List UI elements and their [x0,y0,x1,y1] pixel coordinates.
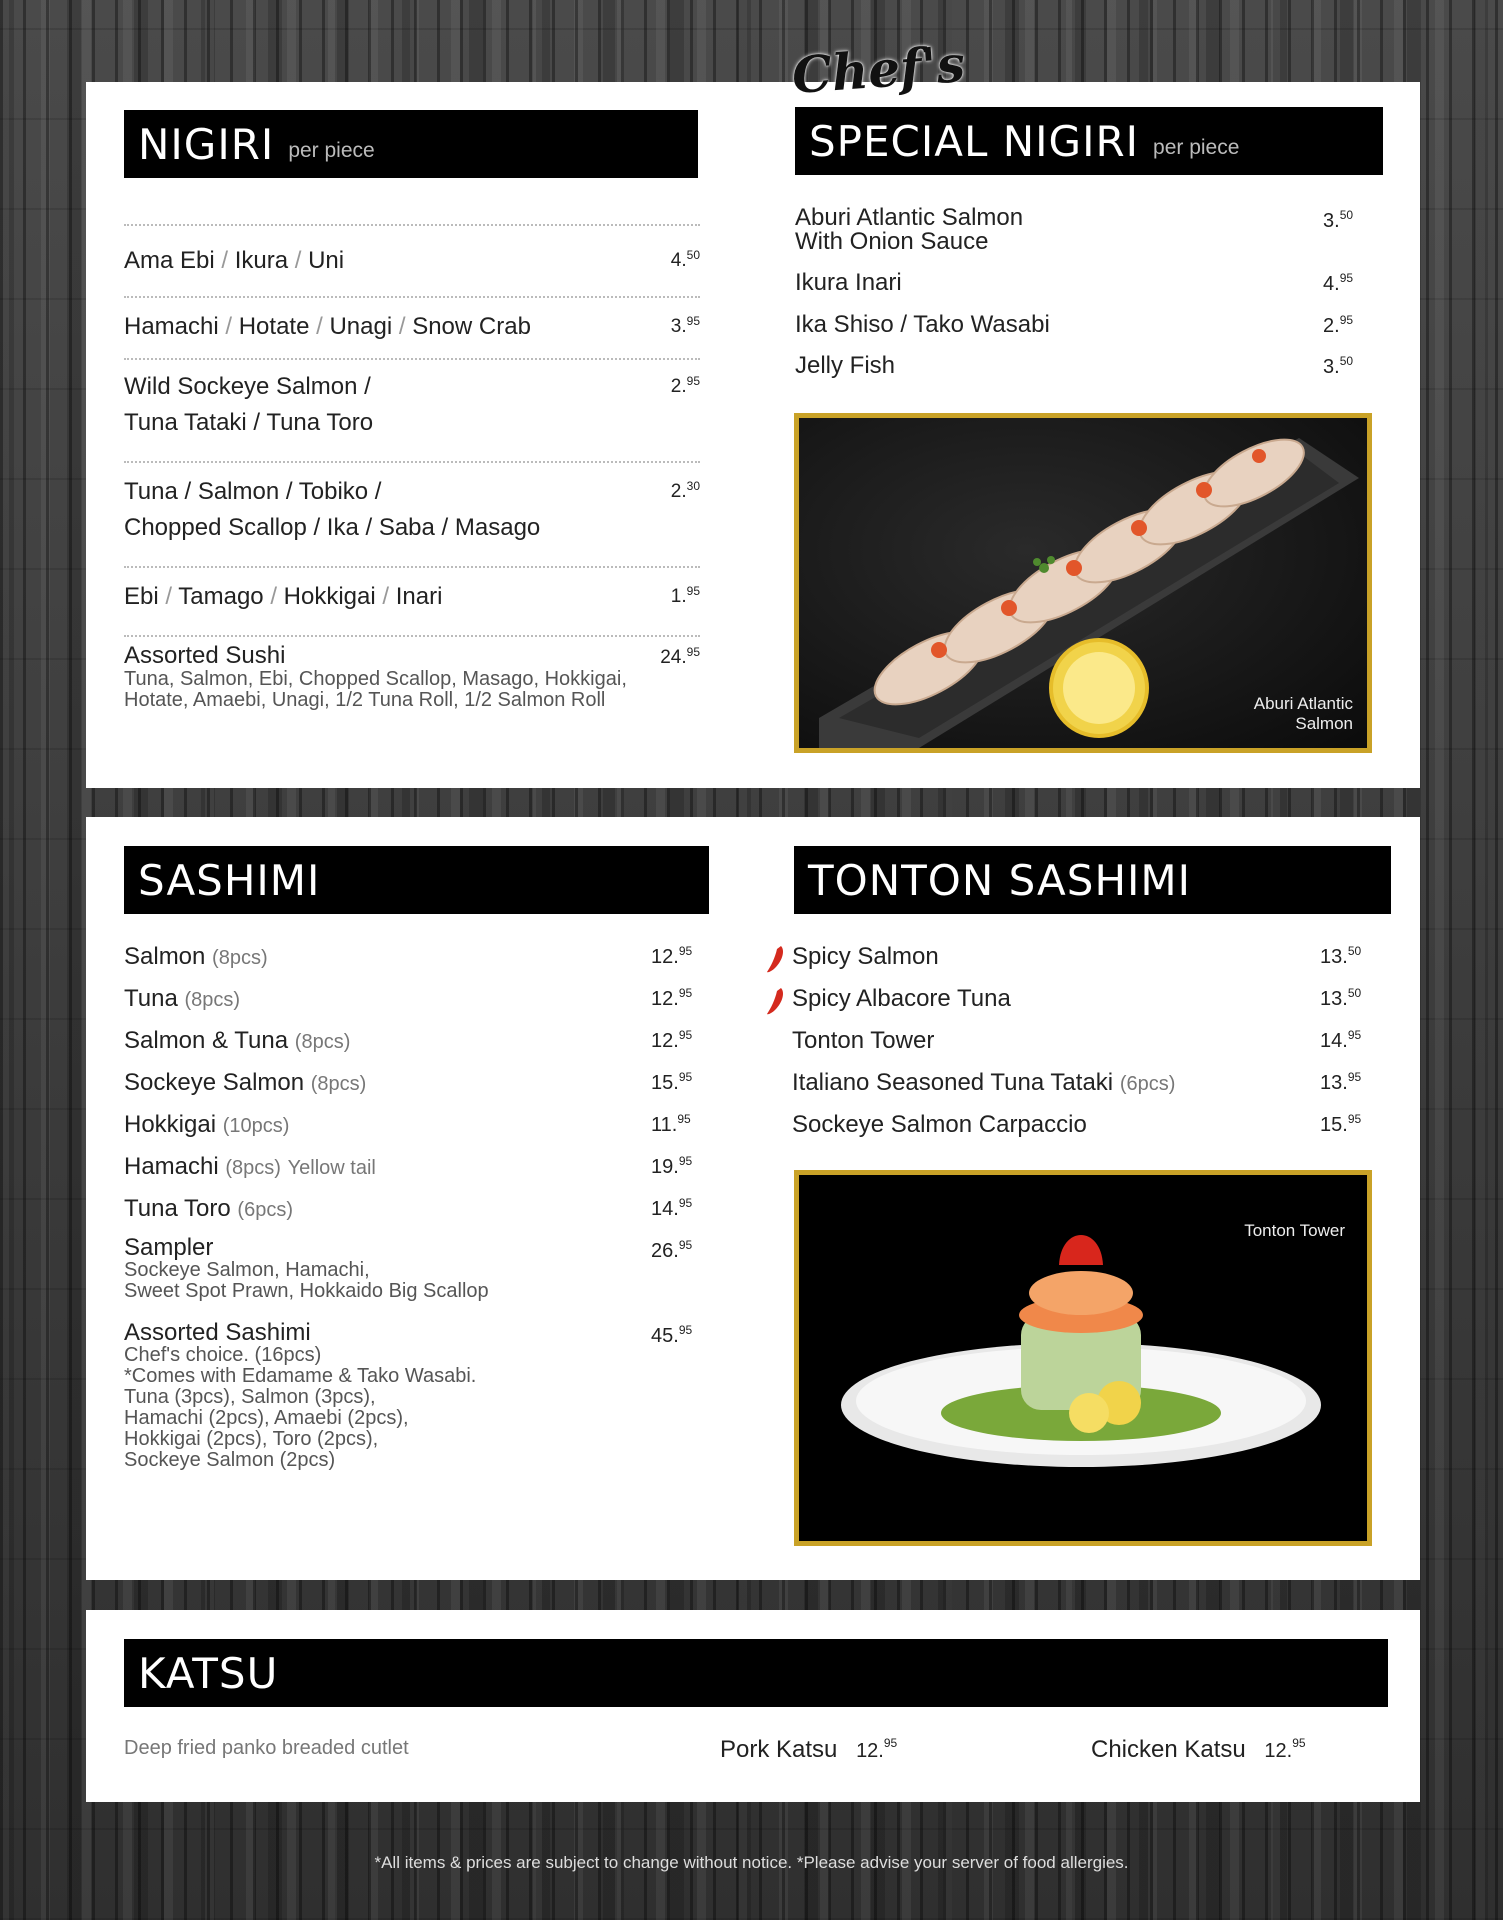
price: 26.95 [651,1238,693,1262]
nigiri-header [124,110,698,178]
nigiri-subtitle: per piece [288,139,375,162]
price: 24.95 [660,645,700,668]
tonton-item: Tonton Tower [792,1027,935,1054]
price: 12.95 [651,986,693,1010]
tonton-item: Spicy Albacore Tuna [792,985,1011,1012]
sashimi-item: Salmon (8pcs) [124,943,268,970]
price: 3.50 [1323,354,1354,378]
katsu-description: Deep fried panko breaded cutlet [124,1737,409,1759]
sashimi-header [124,846,709,914]
tonton-item: Spicy Salmon [792,943,939,970]
sashimi-item: Tuna Toro (6pcs) [124,1195,293,1222]
price: 14.95 [651,1196,693,1220]
special-item: Ikura Inari [795,269,902,296]
chili-pepper-icon [765,986,787,1016]
tonton-item: Sockeye Salmon Carpaccio [792,1111,1087,1138]
price: 15.95 [651,1070,693,1094]
price: 2.95 [1323,313,1354,337]
photo-caption: Tonton Tower [1244,1221,1345,1240]
price: 12.95 [651,944,693,968]
price: 45.95 [651,1323,693,1347]
sashimi-item: Hokkigai (10pcs) [124,1111,290,1138]
katsu-item: Chicken Katsu 12.95 [1091,1736,1306,1763]
tonton-title: TONTON SASHIMI [808,855,1192,905]
price: 13.95 [1320,1070,1362,1094]
price: 11.95 [651,1112,691,1136]
aburi-salmon-photo [794,413,1372,753]
price: 4.95 [1323,271,1354,295]
price: 2.30 [670,479,700,502]
special-nigiri-title: SPECIAL NIGIRI [809,116,1140,166]
assorted-sashimi-item: Assorted Sashimi Chef's choice. (16pcs) *Comes with Edamame & Tako Wasabi. Tuna (3pcs), Salmon (3pcs), Hamachi (2pcs), Amaebi (2pcs), Hokkigai (2pcs), Toro (2pcs), Sockeye Salmon (2pcs) [124,1319,477,1471]
chefs-script-label: Chef's [790,34,967,105]
assorted-sushi: Assorted Sushi 24.95 Tuna, Salmon, Ebi, Chopped Scallop, Masago, Hokkigai, Hotate, Amaebi, Unagi, 1/2 Tuna Roll, 1/2 Salmon Roll [124,635,700,717]
sashimi-item: Sockeye Salmon (8pcs) [124,1069,367,1096]
katsu-item: Pork Katsu 12.95 [720,1736,898,1763]
special-nigiri-header [795,107,1383,175]
chili-pepper-icon [765,944,787,974]
price: 13.50 [1320,944,1362,968]
footer-disclaimer: *All items & prices are subject to change without notice. *Please advise your server of food allergies. [374,1853,1129,1872]
price: 15.95 [1320,1112,1362,1136]
katsu-title: KATSU [138,1648,279,1698]
special-item: Ika Shiso / Tako Wasabi [795,311,1050,338]
tonton-tower-photo [794,1170,1372,1546]
sashimi-title: SASHIMI [138,855,321,905]
nigiri-item: Ebi / Tamago / Hokkigai / Inari 1.95 [124,566,700,638]
price: 3.50 [1323,208,1354,232]
nigiri-title: NIGIRI [138,119,275,169]
sashimi-item: Hamachi (8pcs) Yellow tail [124,1153,376,1180]
sashimi-item: Tuna (8pcs) [124,985,241,1012]
price: 12.95 [651,1028,693,1052]
price: 2.95 [670,374,700,397]
sampler-item: Sampler Sockeye Salmon, Hamachi, Sweet Spot Prawn, Hokkaido Big Scallop [124,1234,489,1302]
price: 14.95 [1320,1028,1362,1052]
special-item: Jelly Fish [795,352,896,379]
tonton-item: Italiano Seasoned Tuna Tataki (6pcs) [792,1069,1176,1096]
price: 4.50 [670,248,700,271]
price: 13.50 [1320,986,1362,1010]
nigiri-item: Hamachi / Hotate / Unagi / Snow Crab 3.95 [124,296,700,358]
price: 19.95 [651,1154,693,1178]
nigiri-item: Wild Sockeye Salmon / Tuna Tataki / Tuna Toro 2.95 [124,358,700,460]
sashimi-item: Salmon & Tuna (8pcs) [124,1027,351,1054]
katsu-header [124,1639,1388,1707]
nigiri-item: Ama Ebi / Ikura / Uni 4.50 [124,224,700,296]
tonton-header [794,846,1391,914]
special-nigiri-subtitle: per piece [1153,136,1240,159]
nigiri-item: Tuna / Salmon / Tobiko / Chopped Scallop / Ika / Saba / Masago 2.30 [124,461,700,567]
price: 3.95 [670,314,700,337]
special-item: Aburi Atlantic Salmon With Onion Sauce [795,204,1024,255]
photo-caption: Aburi Atlantic Salmon [1253,694,1353,733]
price: 1.95 [670,584,700,607]
